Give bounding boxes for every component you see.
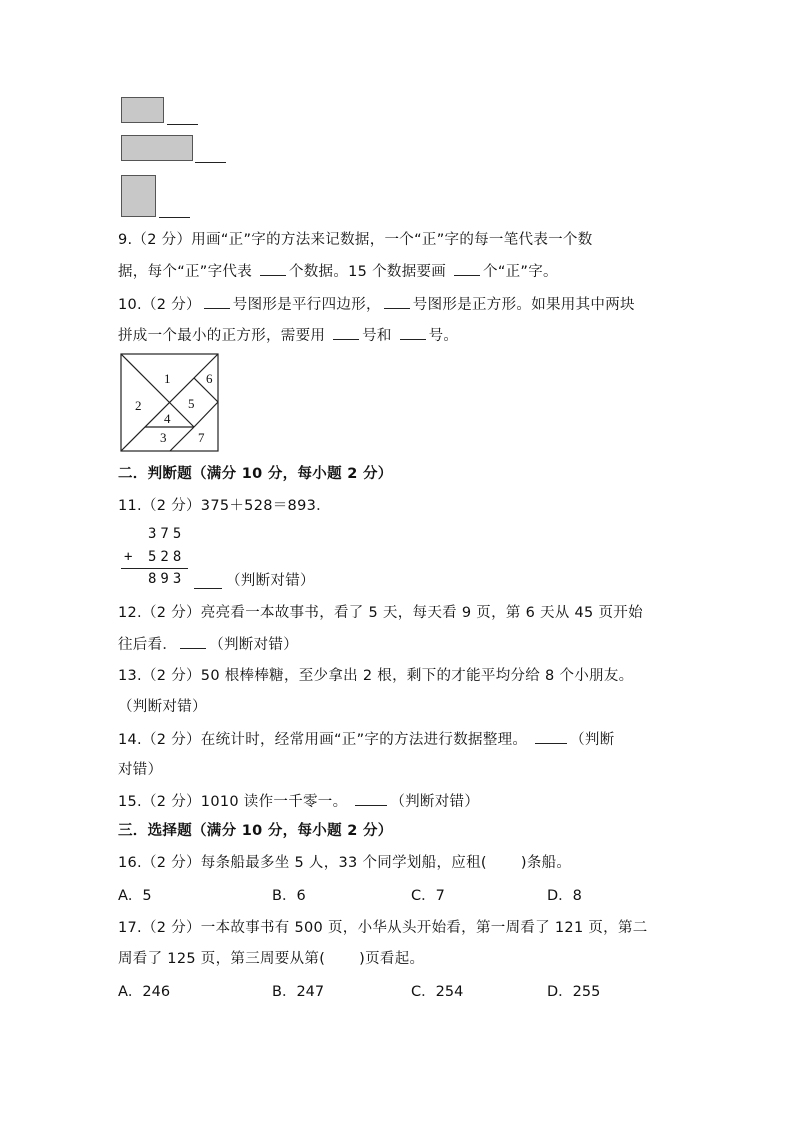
q10-line2: 拼成一个最小的正方形，需要用 号和 号。 — [118, 325, 458, 346]
tangram-label-2: 2 — [135, 398, 142, 413]
q14-line2: 对错） — [118, 762, 163, 778]
calc-row1: 375 — [148, 526, 186, 542]
section2-title: 二．判断题（满分 10 分，每小题 2 分） — [118, 466, 393, 482]
q16-option-a[interactable]: A．5 — [118, 888, 152, 904]
answer-blank[interactable] — [384, 294, 410, 309]
q11-judge: （判断对错） — [226, 573, 315, 589]
q11-text: 11.（2 分）375＋528＝893． — [118, 498, 331, 514]
answer-blank[interactable] — [355, 791, 387, 806]
q17-option-b[interactable]: B．247 — [272, 984, 325, 1000]
q17-option-a[interactable]: A．246 — [118, 984, 171, 1000]
q15-text: 15.（2 分）1010 读作一千零一。 （判断对错） — [118, 791, 479, 812]
tangram-label-4: 4 — [164, 411, 171, 426]
q14-line1: 14.（2 分）在统计时，经常用画“正”字的方法进行数据整理。 （判断 — [118, 729, 615, 750]
answer-blank[interactable] — [535, 729, 567, 744]
q12-line1: 12.（2 分）亮亮看一本故事书，看了 5 天，每天看 9 页，第 6 天从 45 页开始 — [118, 605, 643, 621]
section3-title: 三．选择题（满分 10 分，每小题 2 分） — [118, 823, 393, 839]
q9-line2: 据，每个“正”字代表 个数据。15 个数据要画 个“正”字。 — [118, 261, 558, 282]
calc-plus: + — [124, 549, 137, 565]
answer-blank[interactable] — [454, 261, 480, 276]
q13-line1: 13.（2 分）50 根棒棒糖，至少拿出 2 根，剩下的才能平均分给 8 个小朋友。 — [118, 668, 634, 684]
calc-row2: 528 — [148, 549, 186, 565]
answer-blank[interactable] — [333, 325, 359, 340]
answer-blank[interactable] — [167, 124, 198, 125]
answer-blank[interactable] — [180, 634, 206, 649]
tangram-label-5: 5 — [188, 396, 195, 411]
answer-blank[interactable] — [260, 261, 286, 276]
shape-rect-small — [121, 97, 164, 123]
answer-blank[interactable] — [195, 162, 226, 163]
q10-line1: 10.（2 分） 号图形是平行四边形， 号图形是正方形。如果用其中两块 — [118, 294, 635, 315]
shape-rect-tall — [121, 175, 156, 217]
q16-text: 16.（2 分）每条船最多坐 5 人，33 个同学划船，应租( )条船。 — [118, 855, 572, 871]
q16-option-c[interactable]: C．7 — [411, 888, 445, 904]
q13-line2: （判断对错） — [118, 699, 207, 715]
q16-option-d[interactable]: D．8 — [547, 888, 582, 904]
tangram-label-3: 3 — [160, 430, 167, 445]
tangram-figure — [120, 353, 220, 453]
tangram-label-6: 6 — [206, 371, 213, 386]
calc-result: 893 — [148, 571, 186, 587]
q12-line2: 往后看． （判断对错） — [118, 634, 298, 655]
answer-blank[interactable] — [400, 325, 426, 340]
answer-blank[interactable] — [204, 294, 230, 309]
answer-blank[interactable] — [194, 588, 222, 589]
q9-line1: 9.（2 分）用画“正”字的方法来记数据，一个“正”字的每一笔代表一个数 — [118, 232, 593, 248]
q17-line1: 17.（2 分）一本故事书有 500 页，小华从头开始看，第一周看了 121 页，第二 — [118, 920, 648, 936]
q16-option-b[interactable]: B．6 — [272, 888, 306, 904]
calc-rule — [121, 568, 188, 569]
tangram-label-7: 7 — [198, 430, 205, 445]
tangram-label-1: 1 — [164, 371, 171, 386]
q17-option-c[interactable]: C．254 — [411, 984, 464, 1000]
shape-rect-wide — [121, 135, 193, 161]
q17-line2: 周看了 125 页，第三周要从第( )页看起。 — [118, 951, 425, 967]
answer-blank[interactable] — [159, 217, 190, 218]
q17-option-d[interactable]: D．255 — [547, 984, 601, 1000]
